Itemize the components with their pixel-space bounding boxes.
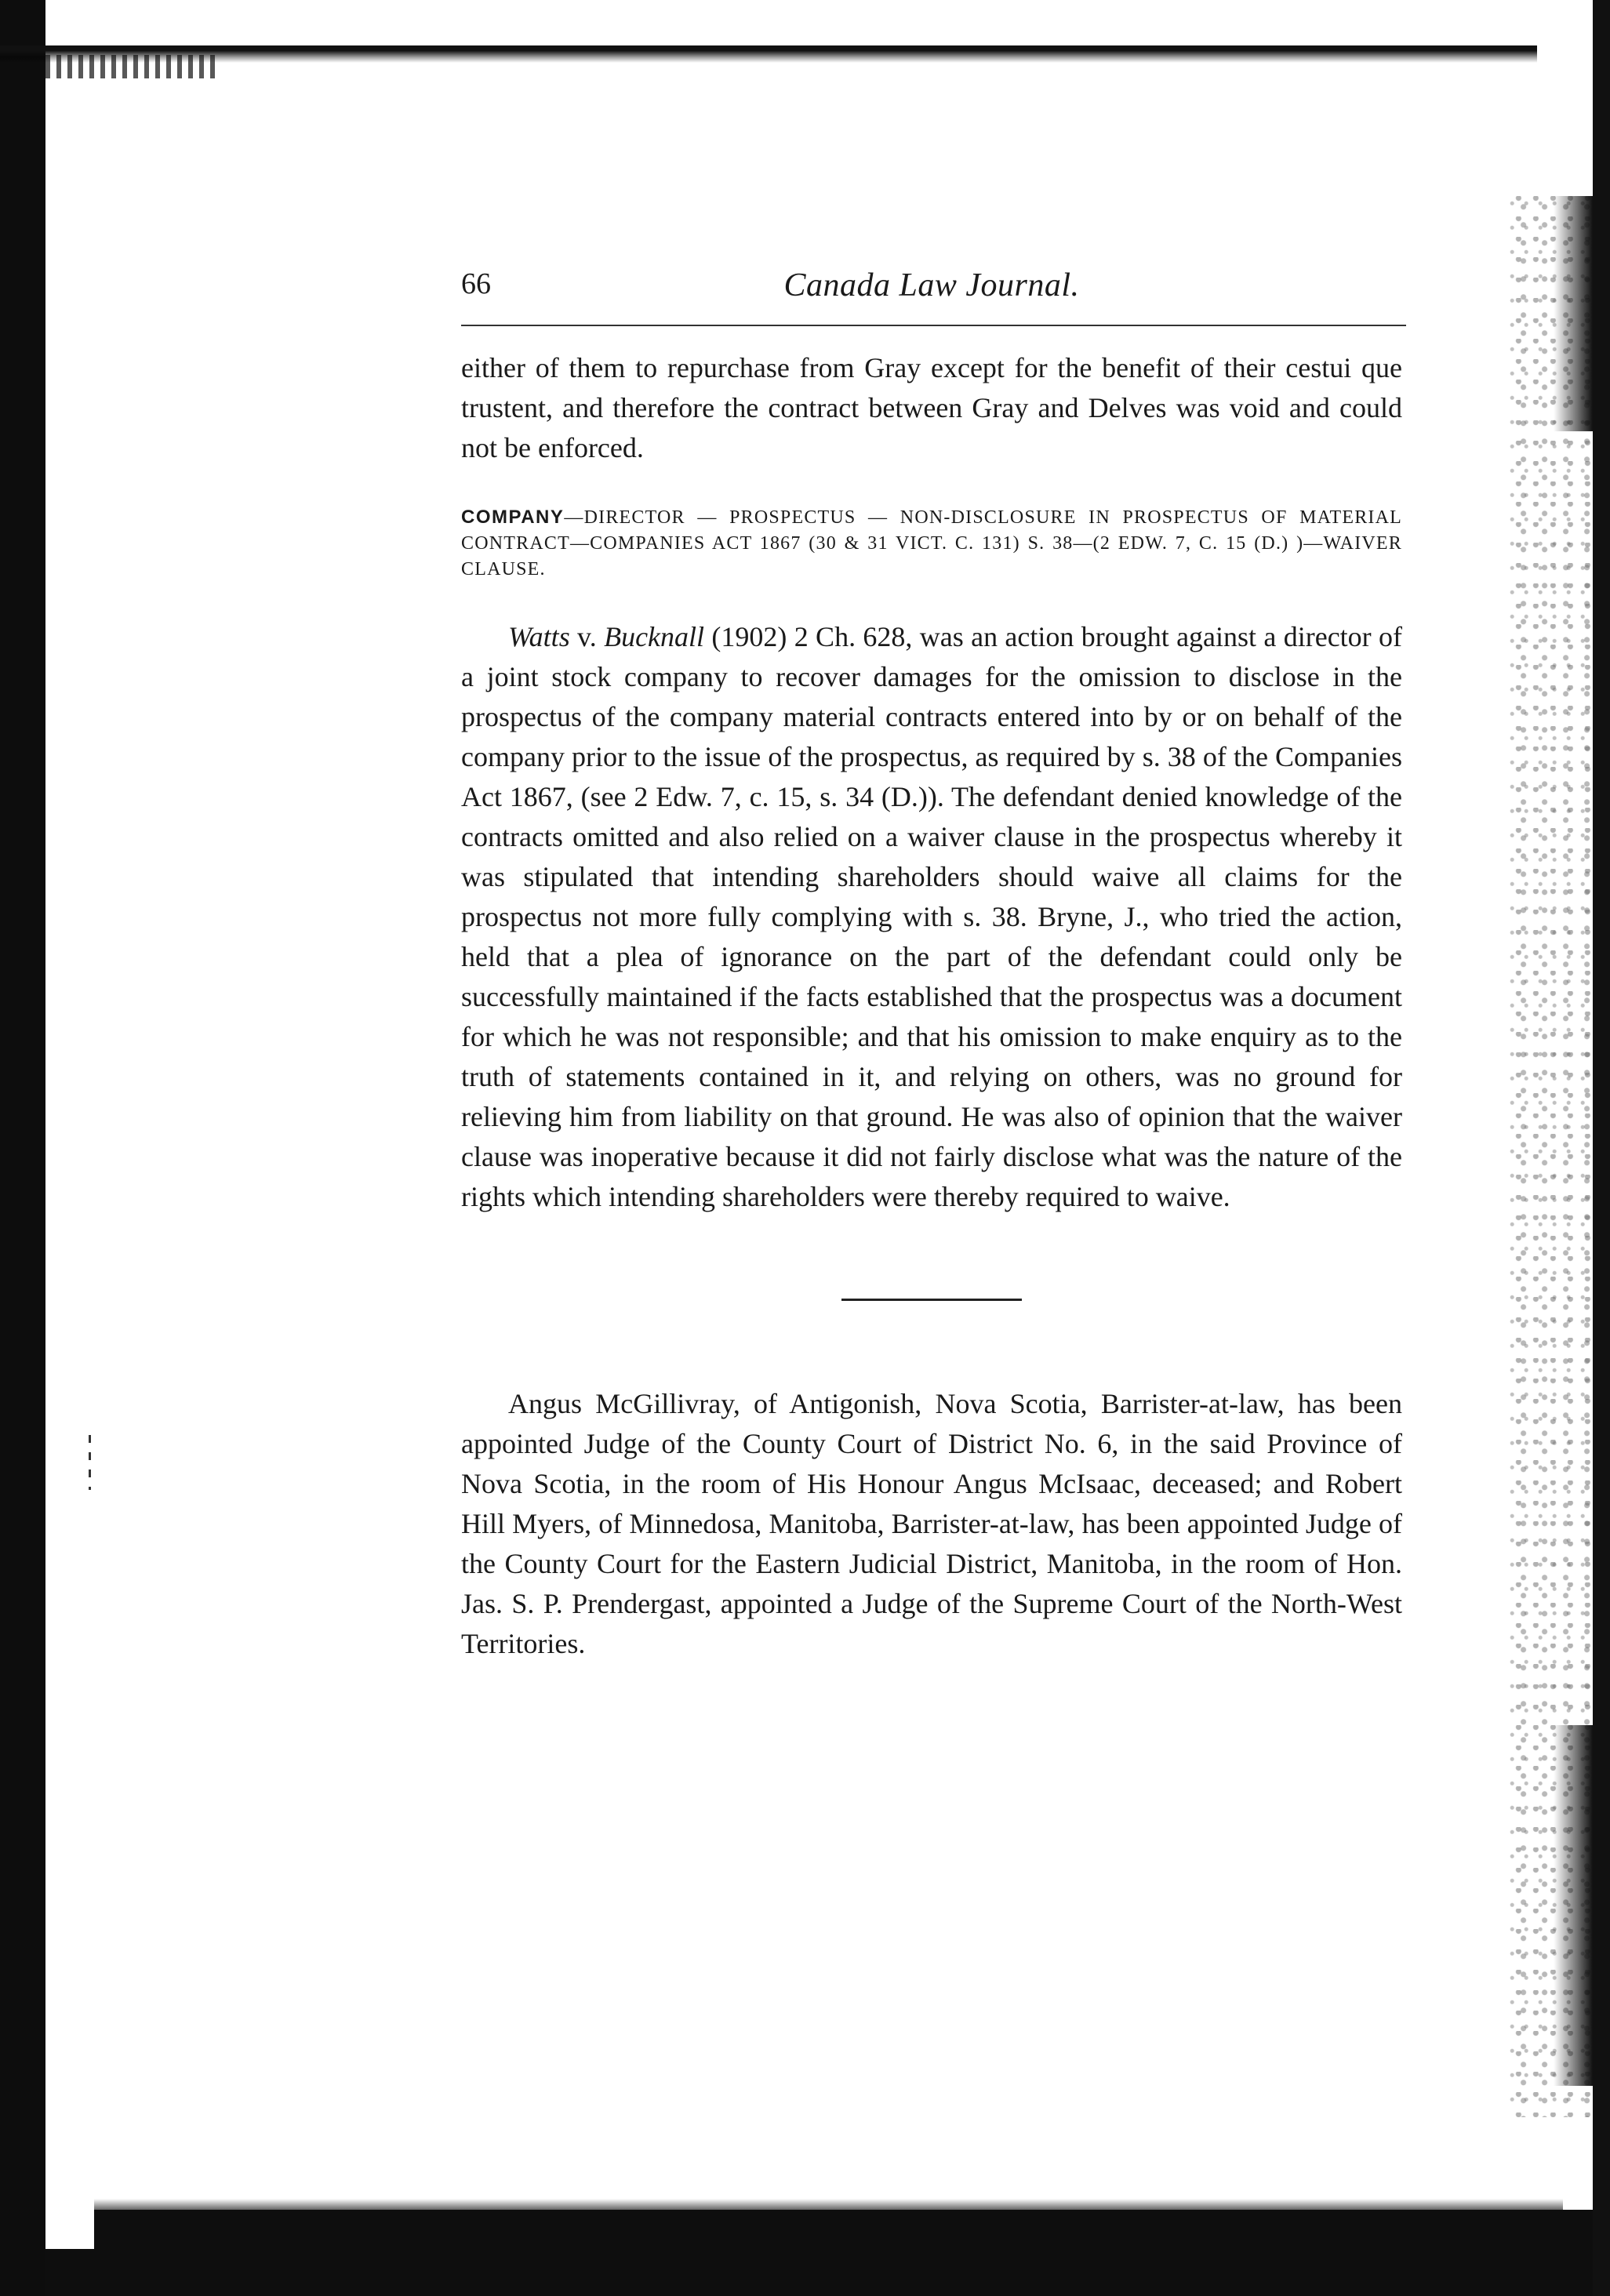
scan-top-corner-noise: [45, 55, 218, 78]
continuation-paragraph: either of them to repurchase from Gray except for the benefit of their cestui que trustent, and therefore the contract between Gray and Delves was void and could not be enforced.: [461, 352, 1402, 463]
scan-border-bottom-left: [45, 2249, 94, 2296]
case-versus: v.: [569, 621, 605, 652]
scan-right-shadow-upper: [1554, 196, 1593, 431]
case-body: (1902) 2 Ch. 628, was an action brought against a director of a joint stock company to recover damages for the omission to disclose in the prospectus of the company material contracts entered into by or on behalf of the company prior to the issue of the prospectus, as required by s. 38 of the Companies Act 1867, (see 2 Edw. 7, c. 15, s. 34 (D.)). The defendant denied knowledge of the contracts omitted and also relied on a waiver clause in the prospectus whereby it was stipulated that intending shareholders should waive all claims for the prospectus not more fully complying with s. 38. Bryne, J., who tried the action, held that a plea of ignorance on the part of the defendant could only be successfully maintained if the facts established that the prospectus was a document for which he was not responsible; and that his omission to make enquiry as to the truth of statements contained in it, and relying on others, was no ground for relieving him from liability on that ground. He was also of opinion that the waiver clause was inoperative because it did not fairly disclose what was the nature of the rights which intending shareholders were thereby required to waive.: [461, 621, 1403, 1212]
scan-border-right: [1593, 0, 1610, 2296]
appointment-notice: Angus McGillivray, of Antigonish, Nova Scotia, Barrister-at-law, has been appointed Judge of the County Court of District No. 6, in the said Province of Nova Scotia, in the room of His Honour Angus McIsaac, deceased; and Robert Hill Myers, of Minnedosa, Manitoba, Barrister-at-law, has been appointed Judge of the County Court for the Eastern Judicial District, Manitoba, in the room of Hon. Jas. S. P. Prendergast, appointed a Judge of the Supreme Court of the North-West Territories.: [461, 1388, 1402, 1659]
scan-border-top: [0, 45, 1537, 63]
page-header: [461, 267, 1402, 322]
case-defendant: Bucknall: [604, 621, 705, 652]
scan-right-shadow-lower: [1554, 1725, 1593, 2086]
header-rule: [461, 325, 1406, 326]
scan-border-left: [0, 0, 45, 2296]
section-separator: [841, 1299, 1022, 1301]
case-plaintiff: Watts: [508, 621, 570, 652]
scan-bottom-shadow: [94, 2199, 1563, 2210]
headnote-text: —DIRECTOR — PROSPECTUS — NON-DISCLOSURE IN PROSPECTUS OF MATERIAL CONTRACT—COMPANIES ACT 1867 (30 & 31 VICT. C. 131) S. 38—(2 EDW. 7, C. 15 (D.) )—WAIVER CLAUSE.: [461, 507, 1402, 579]
page-number: 66: [461, 267, 491, 300]
case-paragraph: [461, 617, 1402, 1217]
case-headnote: [461, 504, 1402, 583]
journal-title: Canada Law Journal.: [783, 267, 1080, 303]
scan-border-bottom: [94, 2210, 1593, 2296]
journal-page: [461, 267, 1402, 1664]
headnote-lead: COMPANY: [461, 507, 565, 528]
margin-mark: [89, 1435, 91, 1490]
